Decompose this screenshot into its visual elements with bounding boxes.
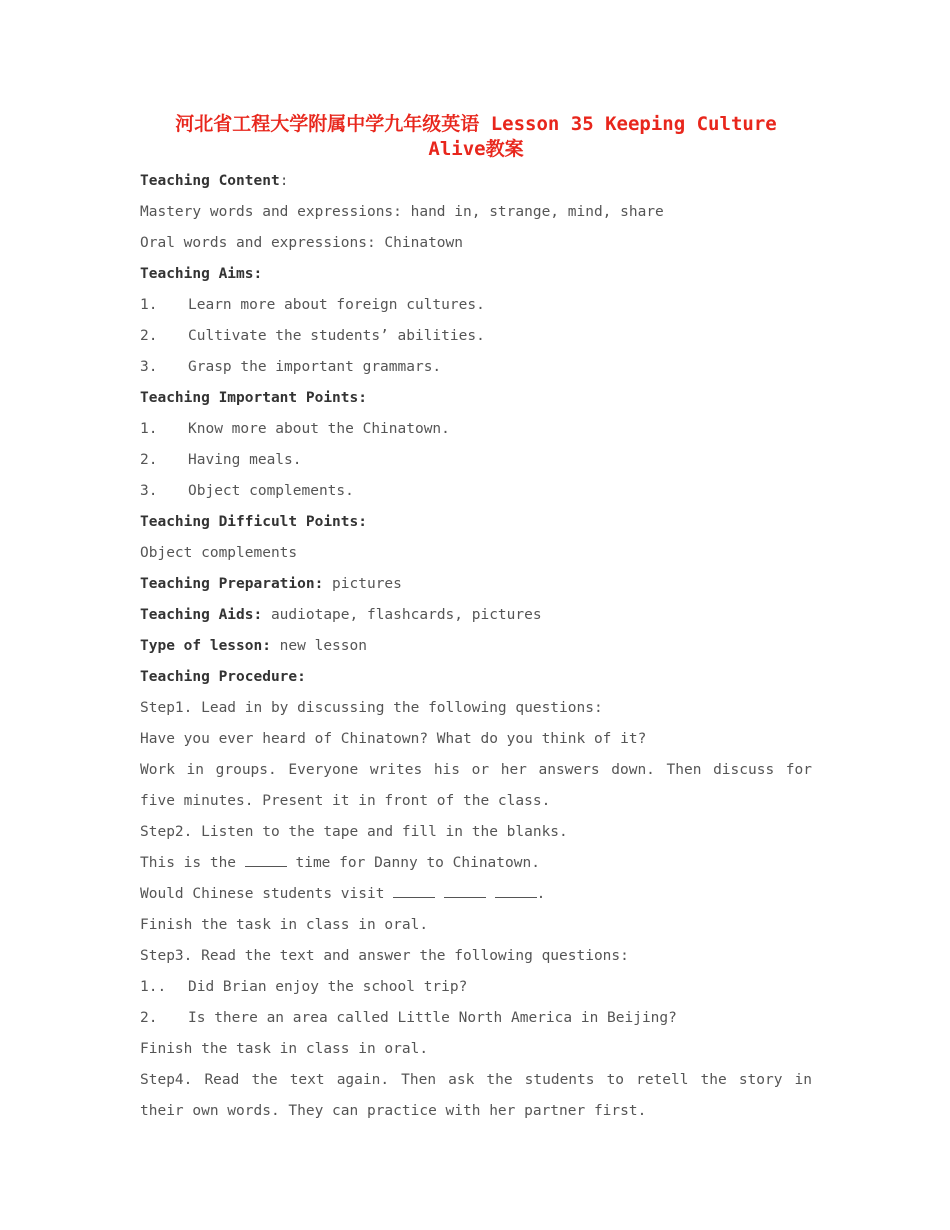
finish-line-2: Finish the task in class in oral. — [140, 1041, 429, 1057]
important-text: Know more about the Chinatown. — [188, 421, 450, 437]
important-number: 3. — [140, 483, 158, 499]
question-text: Did Brian enjoy the school trip? — [188, 979, 468, 995]
teaching-content-colon: : — [279, 173, 289, 189]
step1-work-paragraph: Work in groups. Everyone writes his or her answers down. Then discuss for five minutes. Present it in front of the class. — [140, 762, 812, 809]
aim-item-1 — [140, 290, 812, 321]
mastery-line: Mastery words and expressions: hand in, strange, mind, share — [140, 204, 664, 220]
difficult-points-heading: Teaching Difficult Points: — [140, 514, 367, 530]
title-line-2: Alive教案 — [428, 138, 524, 160]
preparation-label: Teaching Preparation: — [140, 576, 324, 592]
teaching-content-label: Teaching Content — [140, 173, 280, 189]
procedure-heading: Teaching Procedure: — [140, 669, 306, 685]
fill-blank — [393, 884, 435, 898]
aids-label: Teaching Aids: — [140, 607, 263, 623]
lesson-type-label: Type of lesson: — [140, 638, 271, 654]
question-text: Is there an area called Little North America in Beijing? — [188, 1010, 677, 1026]
step2-blank-sentence-2 — [140, 879, 812, 910]
step1-line: Step1. Lead in by discussing the following questions: — [140, 700, 603, 716]
step2-blank-sentence-1 — [140, 848, 812, 879]
aids-line — [140, 600, 812, 631]
important-text: Object complements. — [188, 483, 354, 499]
blank-sentence-start: This is the — [140, 855, 245, 871]
step2-line: Step2. Listen to the tape and fill in the blanks. — [140, 824, 568, 840]
step3-line: Step3. Read the text and answer the following questions: — [140, 948, 629, 964]
important-text: Having meals. — [188, 452, 302, 468]
blank-sentence-end: time for Danny to Chinatown. — [286, 855, 540, 871]
important-points-heading: Teaching Important Points: — [140, 390, 367, 406]
aim-number: 3. — [140, 359, 158, 375]
question-number: 1.. — [140, 979, 167, 995]
aim-text: Learn more about foreign cultures. — [188, 297, 485, 313]
fill-blank — [245, 853, 287, 867]
aim-item-3 — [140, 352, 812, 383]
important-item-3 — [140, 476, 812, 507]
step3-question-1 — [140, 972, 812, 1003]
important-item-1 — [140, 414, 812, 445]
document-page — [140, 112, 812, 1127]
lesson-type-line — [140, 631, 812, 662]
fill-blank — [444, 884, 486, 898]
important-number: 1. — [140, 421, 158, 437]
question-number: 2. — [140, 1010, 158, 1026]
blank-sentence-end: . — [536, 886, 546, 902]
aim-text: Cultivate the students’ abilities. — [188, 328, 485, 344]
aids-value: audiotape, flashcards, pictures — [262, 607, 542, 623]
aim-number: 2. — [140, 328, 158, 344]
difficult-points-text: Object complements — [140, 545, 298, 561]
step1-question: Have you ever heard of Chinatown? What do you think of it? — [140, 731, 647, 747]
preparation-value: pictures — [323, 576, 402, 592]
lesson-type-value: new lesson — [270, 638, 367, 654]
oral-line: Oral words and expressions: Chinatown — [140, 235, 464, 251]
preparation-line — [140, 569, 812, 600]
fill-blank — [495, 884, 537, 898]
step4-paragraph: Step4. Read the text again. Then ask the students to retell the story in their own words. They can practice with her partner first. — [140, 1072, 812, 1119]
teaching-content-heading — [140, 166, 812, 197]
important-item-2 — [140, 445, 812, 476]
step3-question-2 — [140, 1003, 812, 1034]
aim-number: 1. — [140, 297, 158, 313]
document-title — [115, 112, 837, 162]
finish-line-1: Finish the task in class in oral. — [140, 917, 429, 933]
aim-text: Grasp the important grammars. — [188, 359, 442, 375]
teaching-aims-heading: Teaching Aims: — [140, 266, 263, 282]
important-number: 2. — [140, 452, 158, 468]
blank-sentence-start: Would Chinese students visit — [140, 886, 394, 902]
title-line-1: 河北省工程大学附属中学九年级英语 Lesson 35 Keeping Culture — [175, 113, 777, 135]
aim-item-2 — [140, 321, 812, 352]
